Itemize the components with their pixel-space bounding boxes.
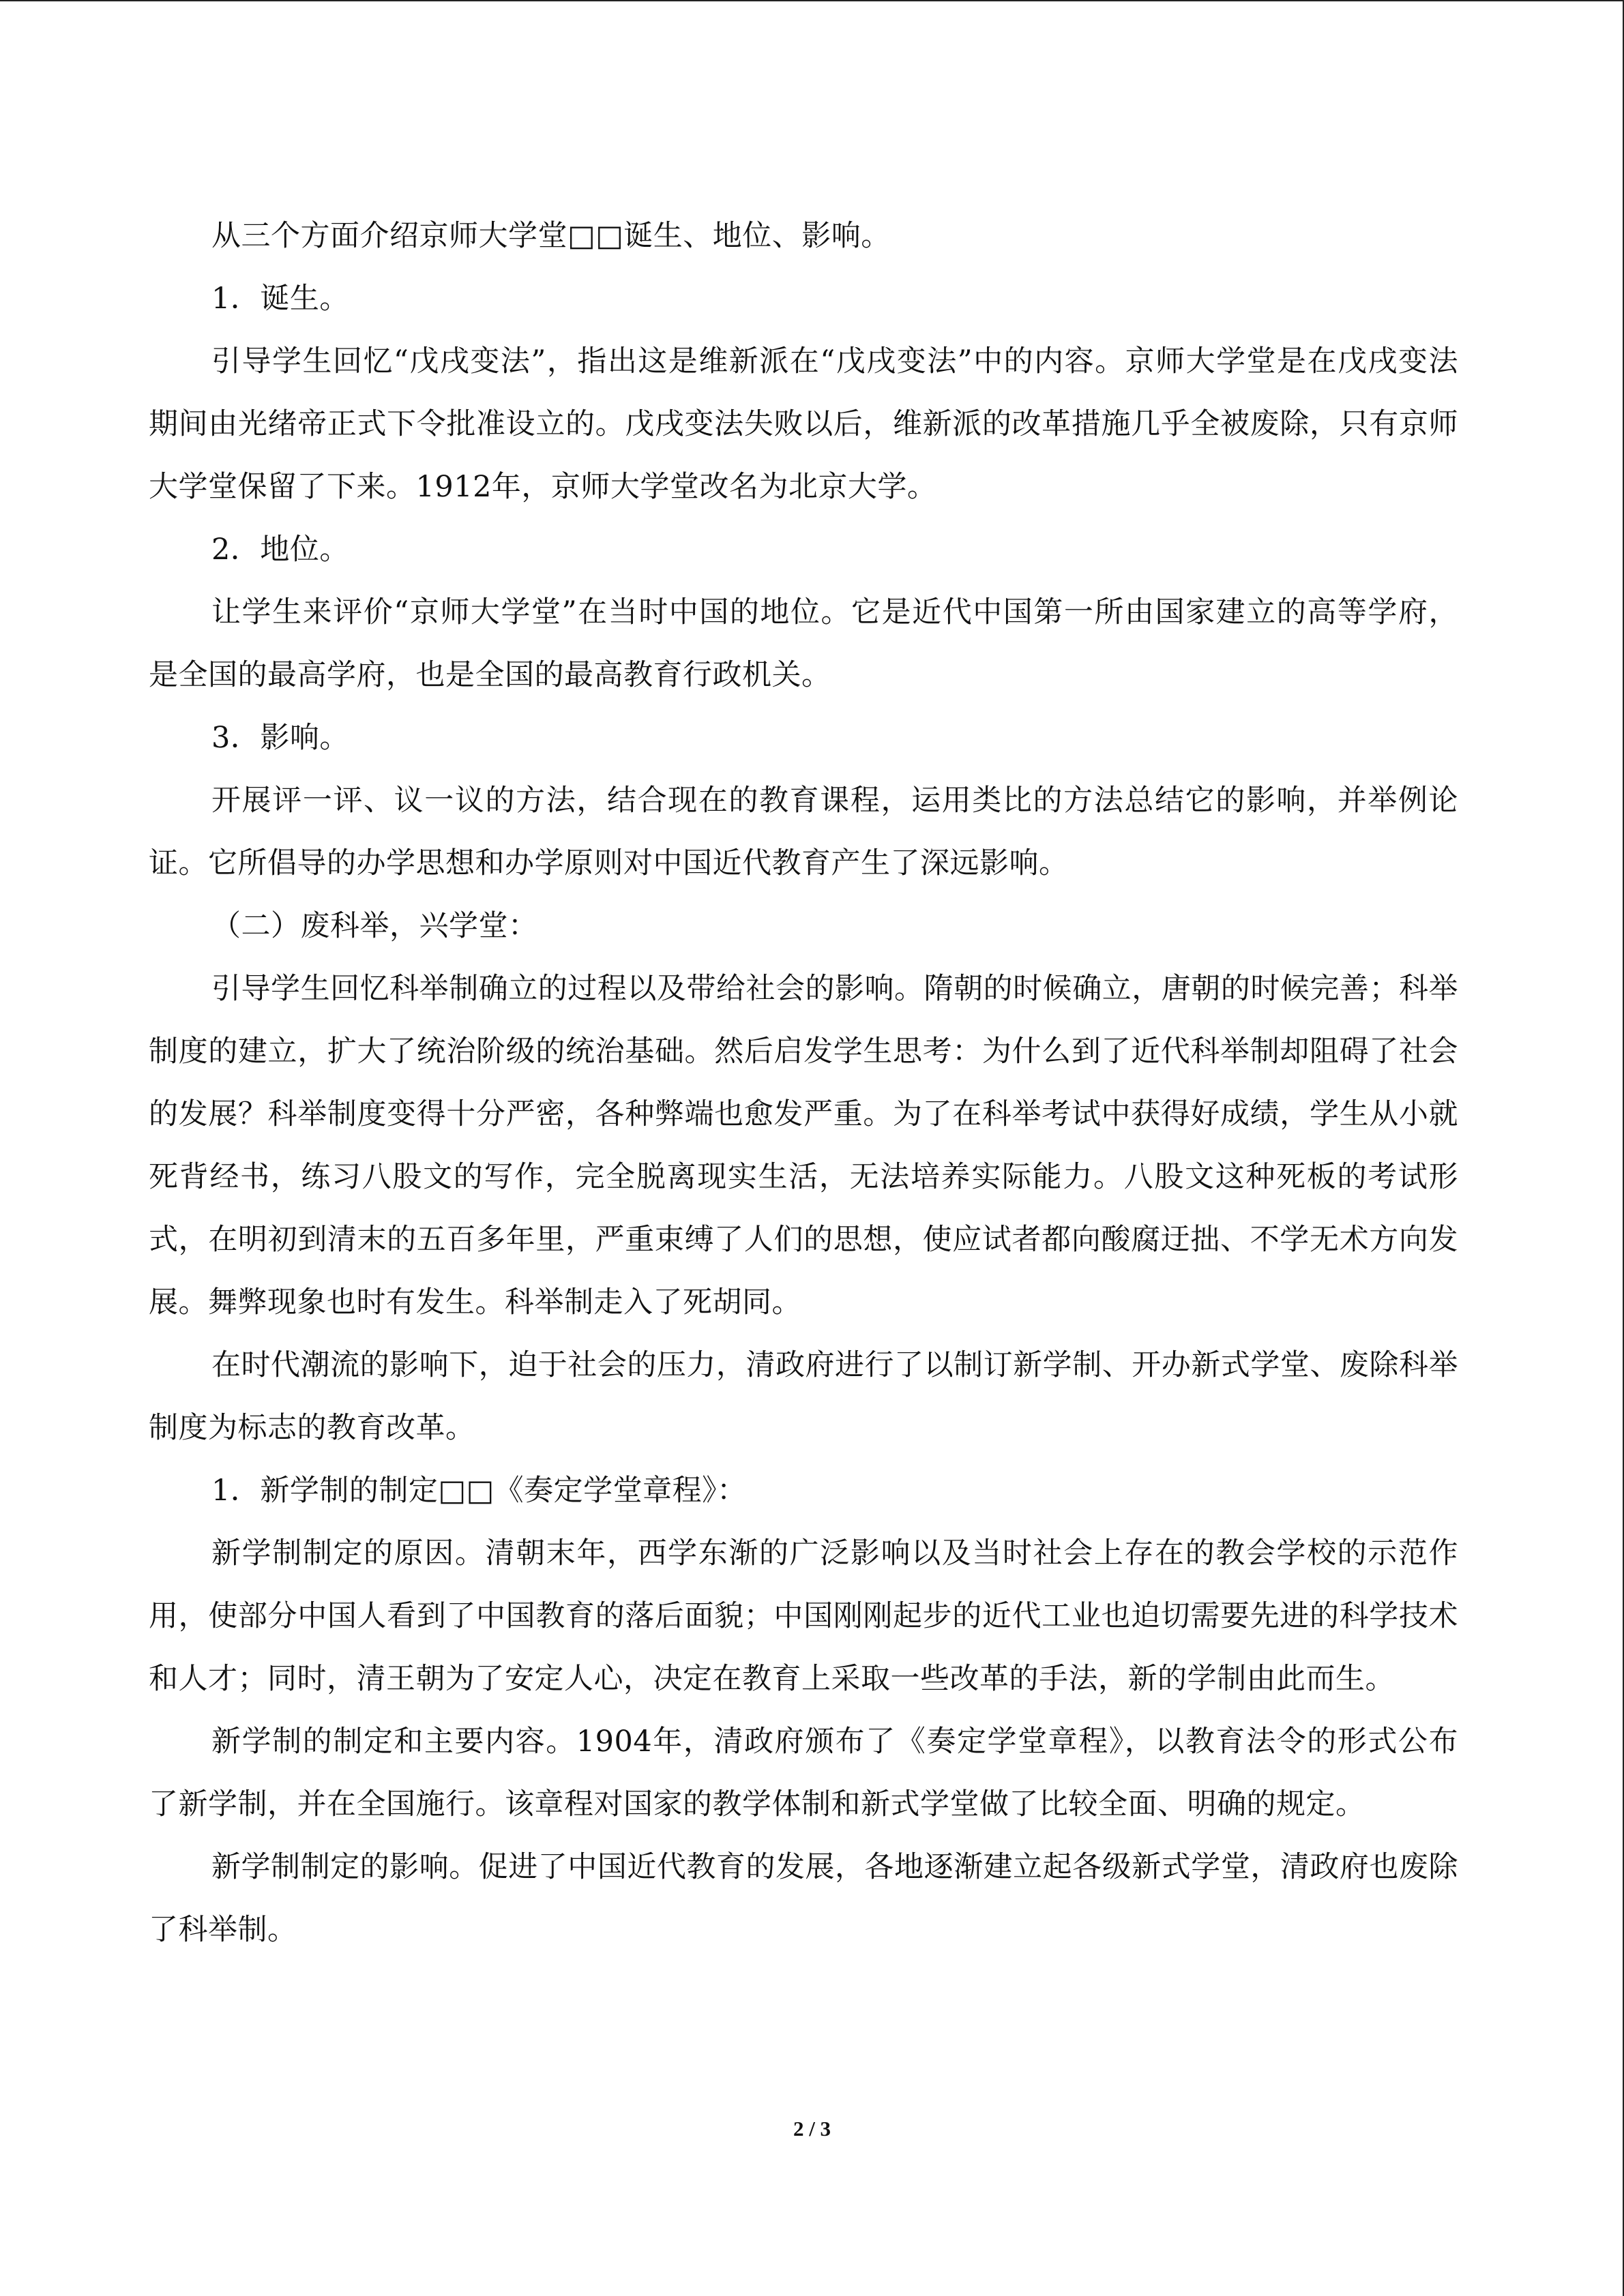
paragraph-birth: 引导学生回忆“戊戌变法”，指出这是维新派在“戊戌变法”中的内容。京师大学堂是在戊戌变法期间由光绪帝正式下令批准设立的。戊戌变法失败以后，维新派的改革措施几乎全被废除，只有京师大学堂保留了下来。1912年，京师大学堂改名为北京大学。 xyxy=(149,344,1458,504)
heading-status: 2．地位。 xyxy=(211,533,349,567)
paragraph-content: 新学制的制定和主要内容。1904年，清政府颁布了《奏定学堂章程》，以教育法令的形式公布了新学制，并在全国施行。该章程对国家的教学体制和新式学堂做了比较全面、明确的规定。 xyxy=(149,1725,1458,1821)
paragraph-intro: 从三个方面介绍京师大学堂□□诞生、地位、影响。 xyxy=(211,219,891,253)
paragraph-influence: 开展评一评、议一议的方法，结合现在的教育课程，运用类比的方法总结它的影响，并举例论证。它所倡导的办学思想和办学原则对中国近代教育产生了深远影响。 xyxy=(149,784,1458,880)
paragraph-imperial-exam: 引导学生回忆科举制确立的过程以及带给社会的影响。隋朝的时候确立，唐朝的时候完善；科举制度的建立，扩大了统治阶级的统治基础。然后启发学生思考：为什么到了近代科举制却阻碍了社会的发展？科举制度变得十分严密，各种弊端也愈发严重。为了在科举考试中获得好成绩，学生从小就死背经书，练习八股文的写作，完全脱离现实生活，无法培养实际能力。八股文这种死板的考试形式，在明初到清末的五百多年里，严重束缚了人们的思想，使应试者都向酸腐迂拙、不学无术方向发展。舞弊现象也时有发生。科举制走入了死胡同。 xyxy=(149,972,1458,1320)
heading-new-school-system: 1．新学制的制定□□《奏定学堂章程》： xyxy=(211,1474,747,1508)
page-number: 2 / 3 xyxy=(793,2117,831,2141)
heading-birth: 1．诞生。 xyxy=(211,282,349,316)
document-body xyxy=(149,205,1458,1961)
paragraph-status: 让学生来评价“京师大学堂”在当时中国的地位。它是近代中国第一所由国家建立的高等学府，是全国的最高学府，也是全国的最高教育行政机关。 xyxy=(149,595,1458,692)
section-heading-abolish-exam: （二）废科举，兴学堂： xyxy=(211,909,538,943)
paragraph-effects: 新学制制定的影响。促进了中国近代教育的发展，各地逐渐建立起各级新式学堂，清政府也废除了科举制。 xyxy=(149,1850,1458,1947)
paragraph-reasons: 新学制制定的原因。清朝末年，西学东渐的广泛影响以及当时社会上存在的教会学校的示范作用，使部分中国人看到了中国教育的落后面貌；中国刚刚起步的近代工业也迫切需要先进的科学技术和人才；同时，清王朝为了安定人心，决定在教育上采取一些改革的手法，新的学制由此而生。 xyxy=(149,1536,1458,1696)
paragraph-education-reform: 在时代潮流的影响下，迫于社会的压力，清政府进行了以制订新学制、开办新式学堂、废除科举制度为标志的教育改革。 xyxy=(149,1348,1458,1445)
heading-influence: 3．影响。 xyxy=(211,721,349,755)
